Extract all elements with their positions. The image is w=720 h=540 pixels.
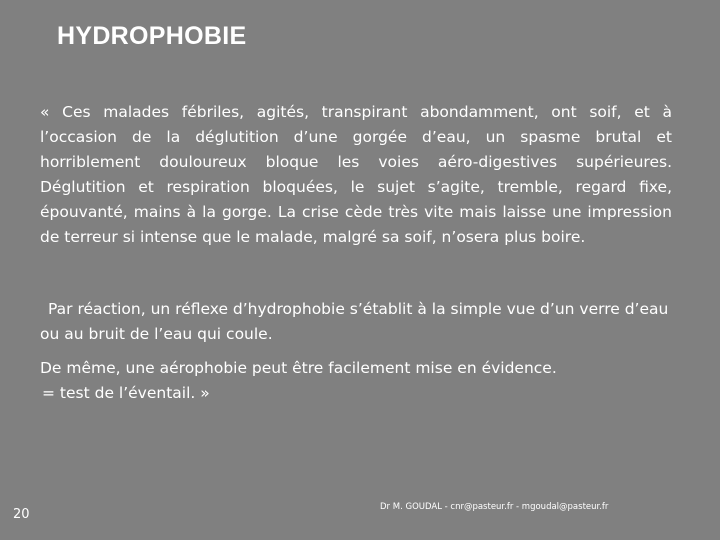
paragraph-symptoms: « Ces malades fébriles, agités, transpirant abondamment, ont soif, et à l’occasion de la déglutition d’une gorgée d’eau, un spasme brutal et horriblement douloureux bloque les voies aéro-digestives supérieures. Déglutition et respiration bloquées, le sujet s’agite, tremble, regard fixe, épouvanté, mains à la gorge. La crise cède très vite mais laisse une impression de terreur si intense que le malade, malgré sa soif, n’osera plus boire.	[40, 103, 672, 246]
page-number: 20	[13, 507, 30, 522]
aerophobia-line: De même, une aérophobie peut être facilement mise en évidence.	[40, 359, 557, 377]
slide-title: HYDROPHOBIE	[57, 22, 247, 50]
fan-test-line: = test de l’éventail. »	[42, 384, 210, 402]
paragraph-aerophobia	[40, 356, 672, 406]
paragraph-reflex: Par réaction, un réflexe d’hydrophobie s’établit à la simple vue d’un verre d’eau ou au bruit de l’eau qui coule.	[40, 300, 669, 343]
footer-credit: Dr M. GOUDAL - cnr@pasteur.fr - mgoudal@pasteur.fr	[380, 502, 609, 512]
